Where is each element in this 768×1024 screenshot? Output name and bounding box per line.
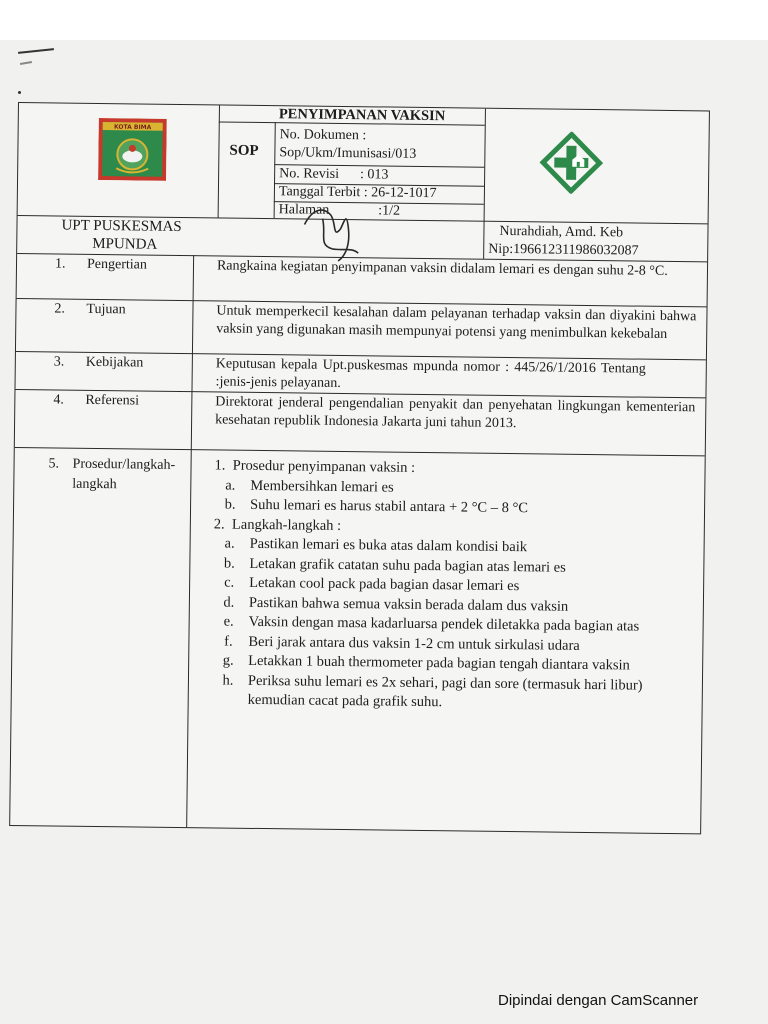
section-text: Untuk memperkecil kesalahan dalam pelayanan terhadap vaksin dan diyakini bahwa vaksin yang digunakan masih mempunyai potensi yang menimbulkan kekebalan	[216, 303, 697, 342]
ink-dot	[18, 91, 21, 94]
section-label: Kebijakan	[85, 354, 144, 371]
list-item: e. Vaksin dengan masa kadarluarsa pendek diletakka pada bagian atas	[223, 613, 640, 635]
document-title: PENYIMPANAN VAKSIN	[278, 106, 446, 125]
section-number: 4.	[53, 392, 64, 408]
grid-line	[274, 122, 276, 218]
puskesmas-logo	[538, 131, 605, 194]
kota-bima-logo	[98, 118, 167, 181]
grid-line	[483, 109, 486, 259]
list-item: h. Periksa suhu lemari es 2x sehari, pagi dan sore (termasuk hari libur) kemudian cacat pada grafik suhu.	[222, 672, 643, 711]
scan-top-margin	[0, 0, 768, 40]
org-name-line1: UPT PUSKESMAS	[61, 217, 182, 236]
sop-document	[9, 102, 710, 834]
grid-line	[15, 447, 705, 456]
doc-number-value: Sop/Ukm/Imunisasi/013	[279, 145, 417, 162]
procedure-list	[208, 456, 695, 715]
page-number: Halaman :1/2	[278, 202, 401, 219]
list-item: b. Letakan grafik catatan suhu pada bagian atas lemari es	[223, 555, 566, 576]
section-number: 3.	[53, 354, 65, 370]
list-item: d. Pastikan bahwa semua vaksin berada dalam dus vaksin	[223, 594, 569, 615]
procedure-heading: 1. Prosedur penyimpanan vaksin :	[214, 457, 416, 476]
section-text: Rangkaina kegiatan penyimpanan vaksin didalam lemari es dengan suhu 2-8 °C.	[216, 258, 668, 279]
section-label-cont: langkah	[72, 476, 117, 493]
section-number: 2.	[54, 301, 66, 317]
section-number: 1.	[54, 256, 66, 272]
sop-label: SOP	[229, 142, 259, 159]
procedure-heading: 2. Langkah-langkah :	[213, 515, 342, 534]
list-item: g. Letakkan 1 buah thermometer pada bagian tengah diantara vaksin	[222, 652, 630, 674]
list-item: a. Membersihkan lemari es	[225, 477, 394, 496]
section-text: Direktorat jenderal pengendalian penyakit dan penyehatan lingkungan kementerian kesehatan republik Indonesia Jakarta juni tahun 2013.	[215, 394, 696, 432]
org-name-line2: MPUNDA	[92, 235, 158, 253]
logo-caption: KOTA BIMA	[114, 123, 152, 132]
revision-number: No. Revisi : 013	[279, 166, 389, 183]
section-text: Keputusan kepala Upt.puskesmas mpunda nomor : 445/26/1/2016 Tentang :jenis-jenis pelayanan.	[215, 356, 646, 391]
section-label: Pengertian	[86, 256, 147, 273]
signer-name: Nurahdiah, Amd. Keb	[499, 223, 624, 241]
section-label: Prosedur/langkah-	[72, 456, 176, 473]
list-item: c. Letakan cool pack pada bagian dasar lemari es	[224, 574, 520, 595]
doc-number-label: No. Dokumen :	[279, 127, 367, 144]
pen-stroke-mark	[18, 48, 54, 54]
signer-nip: Nip:196612311986032087	[488, 241, 639, 259]
camscanner-watermark: Dipindai dengan CamScanner	[498, 992, 699, 1009]
issue-date: Tanggal Terbit : 26-12-1017	[278, 184, 437, 202]
list-item: f. Beri jarak antara dus vaksin 1-2 cm untuk sirkulasi udara	[224, 633, 580, 654]
section-label: Referensi	[85, 392, 140, 409]
signature-scribble	[292, 198, 373, 263]
section-number: 5.	[48, 456, 60, 472]
list-item: b. Suhu lemari es harus stabil antara + 2 °C – 8 °C	[224, 496, 529, 517]
section-label: Tujuan	[86, 301, 126, 318]
grid-line	[186, 255, 194, 827]
grid-line	[218, 105, 220, 217]
list-item: a. Pastikan lemari es buka atas dalam kondisi baik	[224, 535, 528, 556]
pen-stroke-mark-small	[20, 61, 32, 65]
